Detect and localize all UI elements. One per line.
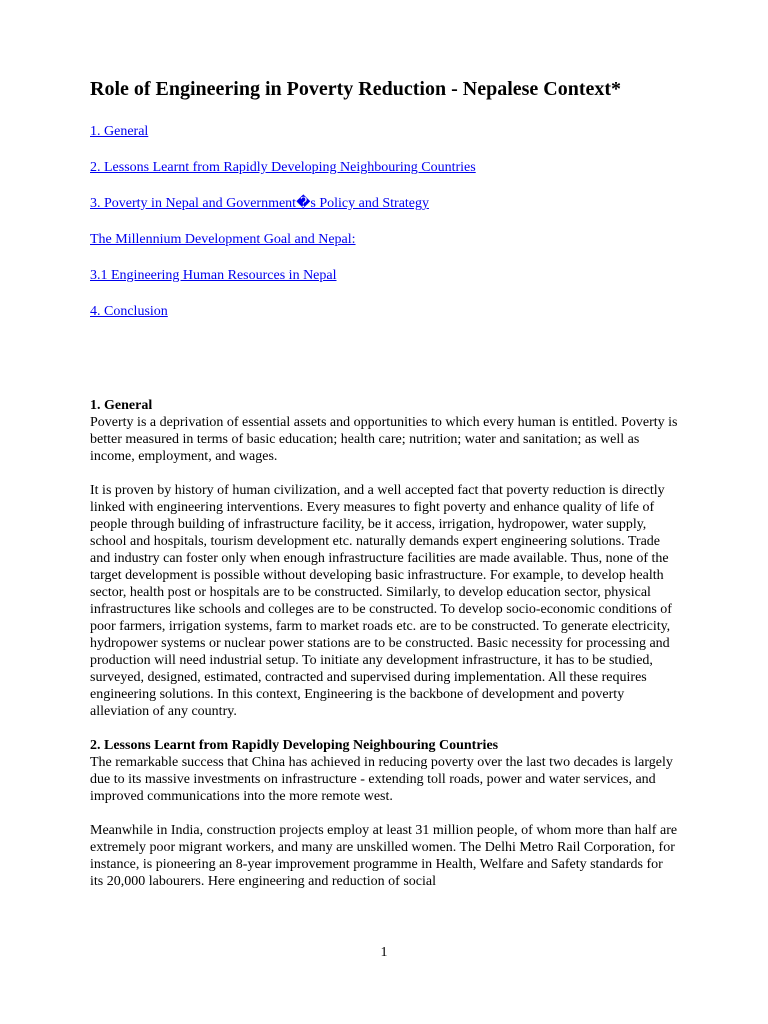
page-title: Role of Engineering in Poverty Reduction - Nepalese Context* bbox=[90, 78, 622, 100]
section-lessons-learnt bbox=[90, 737, 678, 890]
section-heading: 1. General bbox=[90, 398, 153, 413]
toc-link-poverty-in-nepal[interactable]: 3. Poverty in Nepal and Government�s Policy and Strategy bbox=[90, 196, 430, 211]
toc-link-engineering-human-resources[interactable]: 3.1 Engineering Human Resources in Nepal bbox=[90, 268, 337, 283]
page-number: 1 bbox=[380, 945, 388, 960]
document-header bbox=[90, 76, 678, 339]
body-paragraph: The remarkable success that China has achieved in reducing poverty over the last two decades is largely due to its massive investments on infrastructure - extending toll roads, power and water services, and improved communications into the more remote west. bbox=[90, 755, 673, 804]
body-paragraph: It is proven by history of human civilization, and a well accepted fact that poverty reduction is directly linked with engineering interventions. Every measures to fight poverty and enhance quality of life of people through building of infrastructure facility, be it access, irrigation, hydropower, water supply, school and hospitals, tourism development etc. naturally demands expert engineering solutions. Trade and industry can foster only when enough infrastructure facilities are made available. Thus, none of the target development is possible without developing basic infrastructure. For example, to develop health sector, health post or hospitals are to be constructed. Similarly, to develop education sector, physical infrastructures like schools and colleges are to be constructed. To develop socio-economic conditions of poor farmers, irrigation systems, farm to market roads etc. are to be constructed. To generate electricity, hydropower systems or nuclear power stations are to be constructed. Basic necessity for processing and production will need industrial setup. To initiate any development infrastructure, it has to be studied, surveyed, designed, estimated, contracted and supervised during implementation. All these requires engineering solutions. In this context, Engineering is the backbone of development and poverty alleviation of any country. bbox=[90, 483, 672, 719]
toc-link-conclusion[interactable]: 4. Conclusion bbox=[90, 304, 168, 319]
table-of-contents bbox=[90, 123, 678, 321]
section-general bbox=[90, 397, 678, 720]
toc-link-general[interactable]: 1. General bbox=[90, 124, 149, 139]
toc-link-millennium-development-goal[interactable]: The Millennium Development Goal and Nepal: bbox=[90, 232, 356, 247]
section-heading: 2. Lessons Learnt from Rapidly Developing Neighbouring Countries bbox=[90, 738, 499, 753]
body-paragraph: Poverty is a deprivation of essential assets and opportunities to which every human is entitled. Poverty is better measured in terms of basic education; health care; nutrition; water and sanitation; as well as income, employment, and wages. bbox=[90, 415, 678, 464]
body-paragraph: Meanwhile in India, construction projects employ at least 31 million people, of whom more than half are extremely poor migrant workers, and many are unskilled women. The Delhi Metro Rail Corporation, for instance, is pioneering an 8-year improvement programme in Health, Welfare and Safety standards for its 20,000 labourers. Here engineering and reduction of social bbox=[90, 823, 678, 889]
document-body bbox=[90, 397, 678, 907]
toc-link-lessons-learnt[interactable]: 2. Lessons Learnt from Rapidly Developing Neighbouring Countries bbox=[90, 160, 476, 175]
